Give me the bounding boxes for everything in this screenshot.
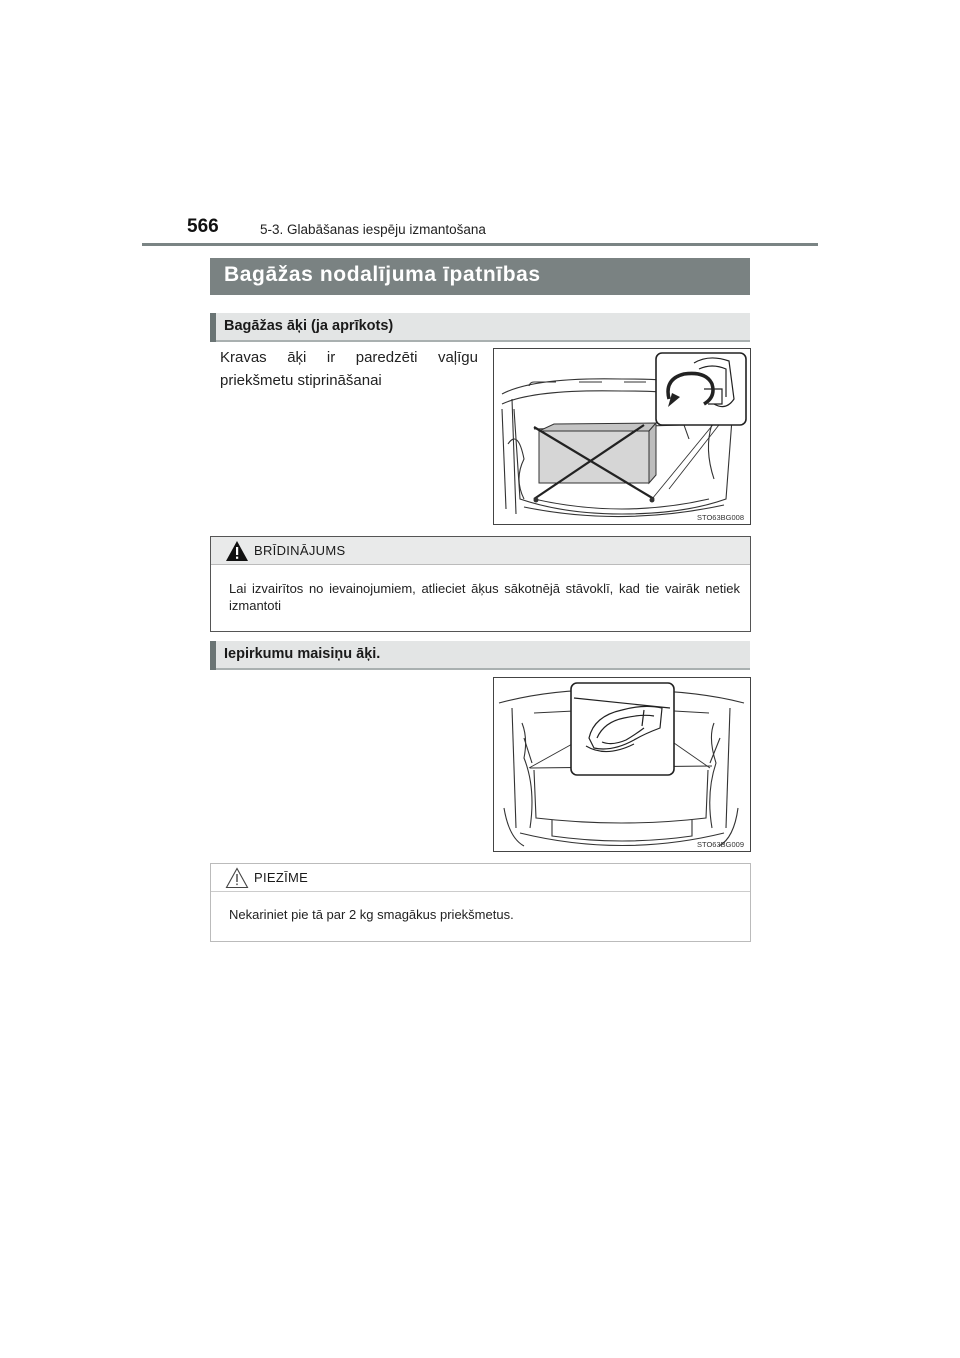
warning-text: Lai izvairītos no ievainojumiem, atlieciet āķus sākotnējā stāvoklī, kad tie vairāk netiek izmantoti bbox=[229, 581, 740, 613]
notice-header bbox=[211, 864, 750, 892]
notice-triangle-icon bbox=[225, 867, 249, 889]
notice-text: Nekariniet pie tā par 2 kg smagākus priekšmetus. bbox=[229, 907, 514, 922]
bag-hooks-illustration bbox=[494, 678, 750, 851]
notice-label: PIEZĪME bbox=[254, 870, 309, 885]
cargo-hooks-heading-bar bbox=[210, 313, 750, 342]
cargo-hooks-heading: Bagāžas āķi (ja aprīkots) bbox=[224, 318, 394, 334]
cargo-hooks-text: Kravas āķi ir paredzēti vaļīgu priekšmetu stiprināšanai bbox=[220, 349, 478, 389]
warning-box bbox=[210, 536, 751, 632]
header-rule bbox=[142, 243, 818, 246]
cargo-hooks-illustration bbox=[494, 349, 750, 524]
page-number: 566 bbox=[187, 216, 219, 237]
bag-hooks-heading: Iepirkumu maisiņu āķi. bbox=[224, 646, 381, 662]
warning-label: BRĪDINĀJUMS bbox=[254, 543, 346, 558]
warning-header bbox=[211, 537, 750, 565]
page-title-bar bbox=[210, 258, 750, 295]
section-path: 5-3. Glabāšanas iespēju izmantošana bbox=[260, 222, 486, 237]
warning-triangle-icon bbox=[225, 540, 249, 562]
bag-hooks-figure-code: STO63BG009 bbox=[697, 840, 744, 849]
notice-box bbox=[210, 863, 751, 942]
cargo-hooks-figure-code: STO63BG008 bbox=[697, 513, 744, 522]
bag-hooks-figure bbox=[493, 677, 751, 852]
cargo-hooks-figure bbox=[493, 348, 751, 525]
page-title: Bagāžas nodalījuma īpatnības bbox=[224, 263, 541, 286]
bag-hooks-heading-bar bbox=[210, 641, 750, 670]
